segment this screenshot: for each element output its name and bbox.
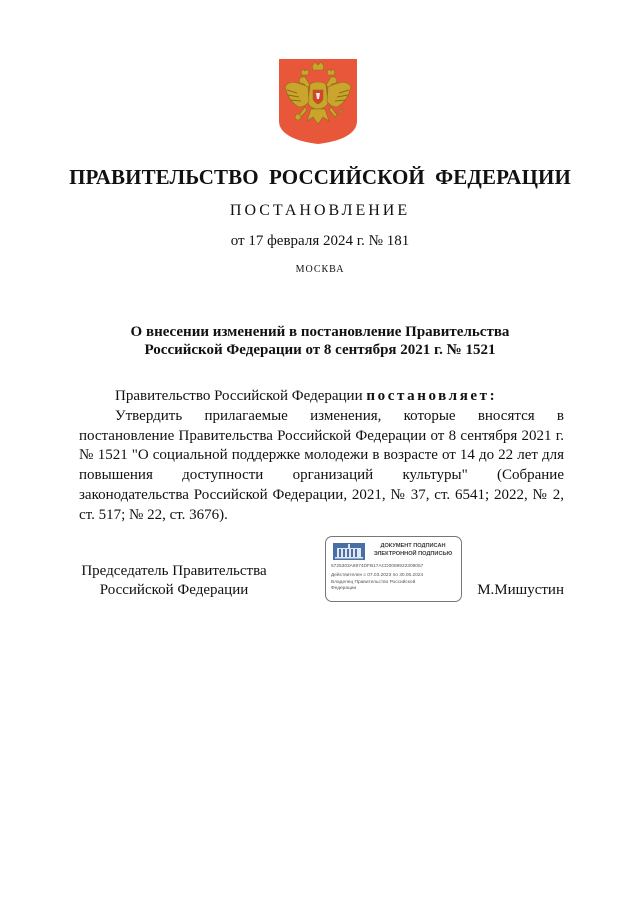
subject-line-2: Российской Федерации от 8 сентября 2021 г. № 1521 — [144, 342, 496, 358]
subject-line-1: О внесении изменений в постановление Правительства — [130, 324, 510, 340]
decree-statement — [79, 387, 564, 407]
signatory-name: М.Мишустин — [477, 582, 564, 598]
e-signature-title — [366, 542, 460, 558]
government-title: ПРАВИТЕЛЬСТВО РОССИЙСКОЙ ФЕДЕРАЦИИ — [69, 165, 571, 189]
coat-of-arms-emblem — [277, 57, 359, 145]
e-signature-title-line-2: ЭЛЕКТРОННОЙ ПОДПИСЬЮ — [373, 551, 453, 557]
government-building-icon — [333, 543, 365, 560]
e-signature-owner-line-1: Владелец Правительство Российской — [331, 580, 416, 585]
electronic-signature-stamp — [325, 536, 462, 602]
e-signature-title-line-1: ДОКУМЕНТ ПОДПИСАН — [380, 543, 446, 549]
double-headed-eagle-icon — [277, 57, 359, 145]
decree-paragraph: Утвердить прилагаемые изменения, которые вносятся в постановление Правительства Российской Федерации от 8 сентября 2021 г. № 1521 "О социальной поддержке молодежи в возрасте от 14 до 22 лет для повышения доступности организаций культуры" (Собрание законодательства Российской Федерации, 2021, № 37, ст. 6541; 2022, № 2, ст. 517; № 22, ст. 3676). — [79, 407, 564, 523]
signatory-position-line-2: Российской Федерации — [99, 582, 249, 598]
e-signature-validity: Действителен с 07.03.2023 по 30.05.2024 — [331, 573, 424, 578]
document-subject — [80, 323, 560, 359]
document-body — [79, 387, 564, 526]
signatory-position-line-1: Председатель Правительства — [81, 563, 267, 579]
e-signature-certificate: 5725303A6974DFB17ACD0089922309057 — [331, 564, 424, 569]
e-signature-owner-line-2: Федерации — [331, 586, 357, 591]
decree-verb: постановляет: — [366, 388, 498, 404]
document-city: МОСКВА — [295, 264, 345, 275]
document-type: ПОСТАНОВЛЕНИЕ — [229, 202, 411, 219]
signatory-position — [79, 562, 269, 600]
document-date-number: от 17 февраля 2024 г. № 181 — [230, 233, 410, 249]
decree-intro: Правительство Российской Федерации — [115, 388, 363, 404]
